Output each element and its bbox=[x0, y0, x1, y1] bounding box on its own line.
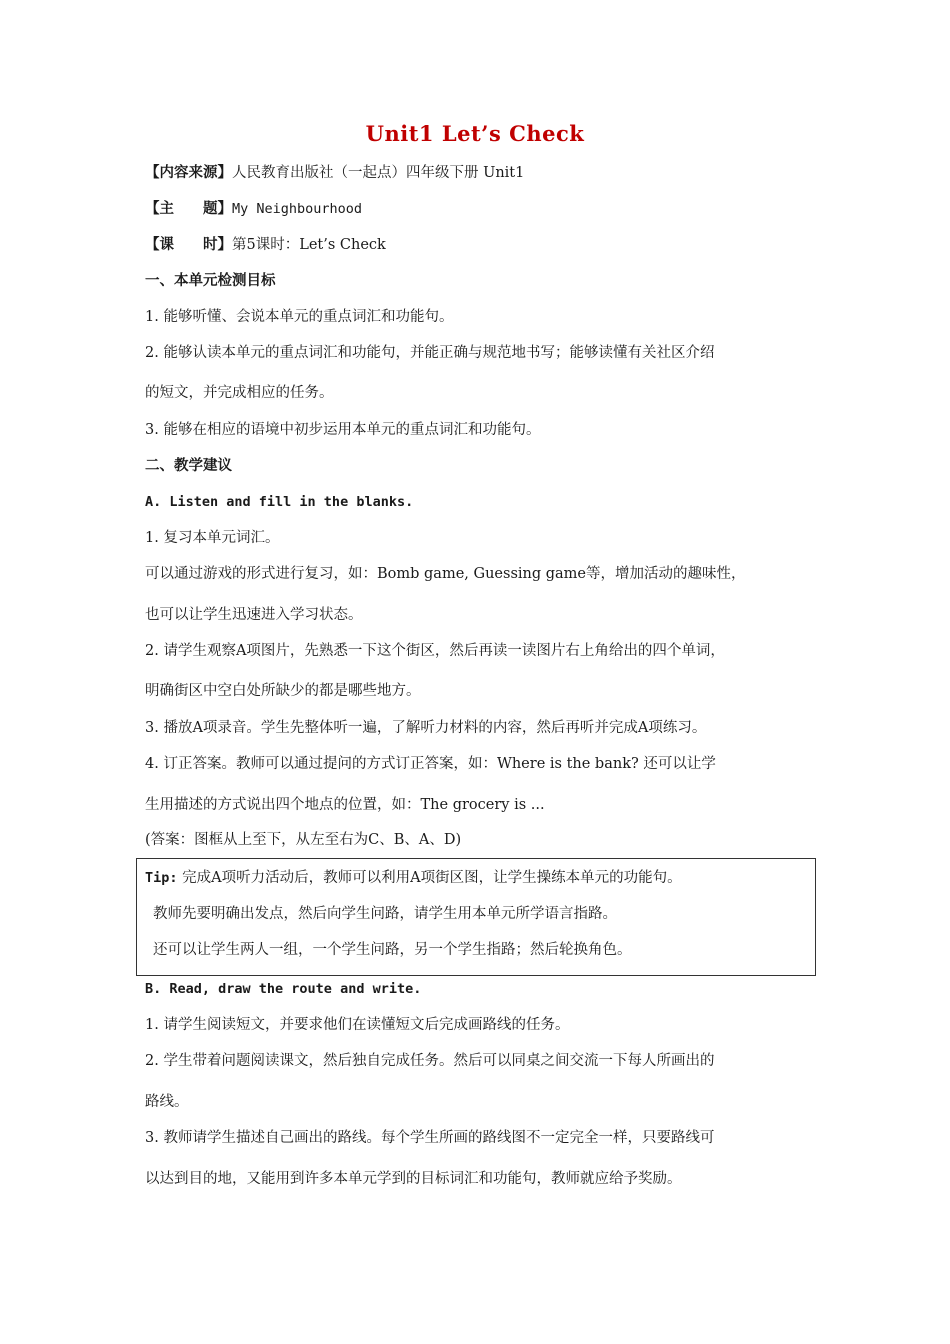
part-a-line-4: 2. 请学生观察A项图片，先熟悉一下这个街区，然后再读一读图片右上角给出的四个单词， bbox=[145, 643, 725, 659]
part-a-line-5: 明确街区中空白处所缺少的都是哪些地方。 bbox=[145, 683, 421, 699]
meta-period bbox=[145, 234, 386, 256]
tip-line-2: 教师先要明确出发点，然后向学生问路，请学生用本单元所学语言指路。 bbox=[153, 906, 617, 922]
part-b-heading: B. Read, draw the route and write. bbox=[145, 981, 422, 997]
part-a-heading: A. Listen and fill in the blanks. bbox=[145, 494, 414, 510]
part-b-line-5: 以达到目的地，又能用到许多本单元学到的目标词汇和功能句，教师就应给予奖励。 bbox=[145, 1171, 682, 1187]
meta-topic-label: 【主 题】 bbox=[145, 200, 232, 217]
section1-item-1: 1. 能够听懂、会说本单元的重点词汇和功能句。 bbox=[145, 309, 454, 325]
meta-topic-value: My Neighbourhood bbox=[232, 201, 363, 217]
meta-source-label: 【内容来源】 bbox=[145, 164, 232, 181]
meta-period-value: 第5课时：Let’s Check bbox=[232, 237, 386, 253]
meta-topic bbox=[145, 198, 362, 220]
part-a-line-8: 生用描述的方式说出四个地点的位置，如：The grocery is ... bbox=[145, 797, 545, 813]
page-title: Unit1 Let’s Check bbox=[365, 121, 585, 146]
part-a-line-6: 3. 播放A项录音。学生先整体听一遍，了解听力材料的内容，然后再听并完成A项练习。 bbox=[145, 720, 707, 736]
meta-source-value: 人民教育出版社（一起点）四年级下册 Unit1 bbox=[232, 165, 525, 181]
part-a-line-2: 可以通过游戏的形式进行复习，如：Bomb game, Guessing game等，增加活动的趣味性， bbox=[145, 566, 746, 582]
section1-item-2: 2. 能够认读本单元的重点词汇和功能句，并能正确与规范地书写；能够读懂有关社区介绍 bbox=[145, 345, 715, 361]
tip-line-1-text: 完成A项听力活动后，教师可以利用A项街区图，让学生操练本单元的功能句。 bbox=[182, 870, 682, 886]
part-b-line-1: 1. 请学生阅读短文，并要求他们在读懂短文后完成画路线的任务。 bbox=[145, 1017, 570, 1033]
part-b-line-4: 3. 教师请学生描述自己画出的路线。每个学生所画的路线图不一定完全一样，只要路线可 bbox=[145, 1130, 715, 1146]
meta-period-label: 【课 时】 bbox=[145, 236, 232, 253]
tip-box bbox=[136, 858, 816, 976]
part-b-line-2: 2. 学生带着问题阅读课文，然后独自完成任务。然后可以同桌之间交流一下每人所画出的 bbox=[145, 1053, 715, 1069]
part-a-line-1: 1. 复习本单元词汇。 bbox=[145, 530, 280, 546]
section1-item-2-cont: 的短文，并完成相应的任务。 bbox=[145, 385, 334, 401]
tip-label: Tip: bbox=[145, 870, 178, 886]
meta-source bbox=[145, 162, 524, 184]
tip-line-3: 还可以让学生两人一组，一个学生问路，另一个学生指路；然后轮换角色。 bbox=[153, 942, 632, 958]
part-a-answer: (答案：图框从上至下，从左至右为C、B、A、D) bbox=[145, 832, 462, 848]
part-a-line-3: 也可以让学生迅速进入学习状态。 bbox=[145, 607, 363, 623]
section1-item-3: 3. 能够在相应的语境中初步运用本单元的重点词汇和功能句。 bbox=[145, 422, 541, 438]
section2-heading: 二、教学建议 bbox=[145, 457, 232, 474]
part-b-line-3: 路线。 bbox=[145, 1094, 189, 1110]
part-a-line-7: 4. 订正答案。教师可以通过提问的方式订正答案，如：Where is the bank? 还可以让学 bbox=[145, 756, 716, 772]
tip-line-1 bbox=[145, 867, 682, 889]
section1-heading: 一、本单元检测目标 bbox=[145, 272, 276, 289]
